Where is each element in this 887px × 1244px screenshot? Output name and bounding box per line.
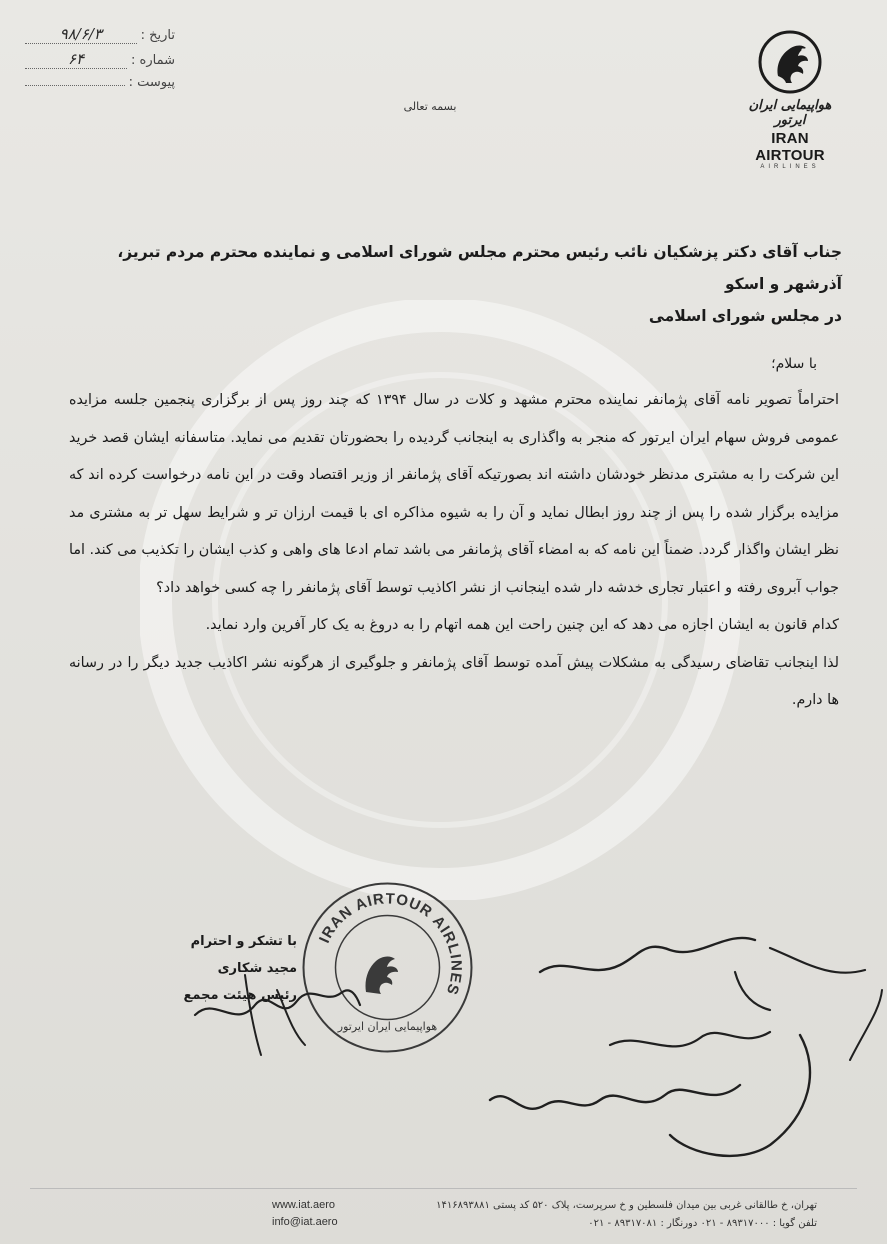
greeting: با سلام؛ (771, 356, 817, 372)
basmala: بسمه تعالی (403, 100, 457, 113)
number-row (25, 50, 175, 75)
date-value: ۹۸/۶/۳ (25, 25, 137, 44)
recipient-block (82, 236, 842, 332)
attachment-value (25, 85, 125, 86)
date-label: تاریخ : (140, 28, 175, 43)
homa-bird-icon (758, 30, 822, 94)
body-paragraph-1: احتراماً تصویر نامه آقای پژمانفر نماینده محترم مشهد و کلات در سال ۱۳۹۴ که چند روز پس از برگزاری پنجمین جلسه مزایده عمومی فروش سهام ایران ایرتور که منجر به واگذاری به اینجانب گردیده را بحضورتان تقدیم می نماید. متاسفانه ایشان قصد خرید این شرکت را به مشتری مدنظر خودشان داشته اند بصورتیکه آقای پژمانفر از وزیر اقتصاد وقت در این نامه درخواست کرده اند که مزایده برگزار شده را پس از چند روز ابطال نماید و آن را به شیوه مذاکره ای با قیمت ارزان تر و شرایط سهل تر به مشتری مد نظر ایشان واگذار گردد. ضمناً این نامه که به امضاء آقای پژمانفر می باشد تمام ادعا های واهی و کذب ایشان را تکذیب می کند. اما جواب آبروی رفته و اعتبار تجاری خدشه دار شده اینجانب از نشر اکاذیب توسط آقای پژمانفر را چه کسی خواهد داد؟ (69, 392, 840, 596)
footer-phones: تلفن گویا : ۸۹۳۱۷۰۰۰ - ۰۲۱ دورنگار : ۸۹۳۱۷۰۸۱ - ۰۲۱ (588, 1218, 817, 1229)
number-value: ۶۴ (25, 50, 127, 69)
logo-persian-name: هواپیمایی ایران ایرتور (748, 98, 832, 128)
closing-regards: با تشکر و احترام (190, 934, 297, 949)
footer-website[interactable]: www.iat.aero (272, 1199, 335, 1211)
company-logo (740, 30, 840, 170)
number-label: شماره : (131, 53, 175, 68)
date-row (25, 25, 175, 50)
body-paragraph-2: کدام قانون به ایشان اجازه می دهد که این چنین راحت این همه اتهام را به دروغ به یک کار آفرین وارد نماید. (205, 617, 839, 633)
logo-english-name: IRAN AIRTOUR (755, 130, 825, 164)
letter-meta (25, 25, 175, 100)
letter-body (69, 382, 839, 720)
attachment-label: پیوست : (128, 75, 175, 90)
footer-address: تهران، خ طالقانی غربی بین میدان فلسطین و خ سرپرست، پلاک ۵۲۰ کد پستی ۱۴۱۶۸۹۳۸۸۱ (436, 1200, 817, 1211)
body-paragraph-3: لذا اینجانب تقاضای رسیدگی به مشکلات پیش آمده توسط آقای پژمانفر و جلوگیری از هرگونه نشر اکاذیب جدید دیگر را در رسانه ها دارم. (69, 654, 839, 708)
signer-title: رئیس هیئت مجمع (183, 988, 297, 1003)
handwritten-annotation (470, 910, 887, 1170)
stamp-ring-text: IRAN AIRTOUR AIRLINES (316, 890, 465, 998)
footer-email[interactable]: info@iat.aero (272, 1216, 338, 1228)
footer-contact-en (272, 1197, 338, 1231)
stamp-persian-text: هواپیمایی ایران ایرتور (337, 1020, 438, 1033)
signer-signature (185, 935, 365, 1065)
recipient-line-1: جناب آقای دکتر پزشکیان نائب رئیس محترم مجلس شورای اسلامی و نماینده محترم مردم تبریز، آذرشهر و اسکو (117, 243, 842, 293)
attachment-row (25, 75, 175, 100)
footer-contact-fa (347, 1197, 817, 1233)
signer-name: مجید شکاری (217, 961, 297, 976)
logo-subtitle: AIRLINES (760, 164, 820, 170)
recipient-line-2: در مجلس شورای اسلامی (648, 307, 842, 325)
footer-divider (30, 1188, 857, 1189)
